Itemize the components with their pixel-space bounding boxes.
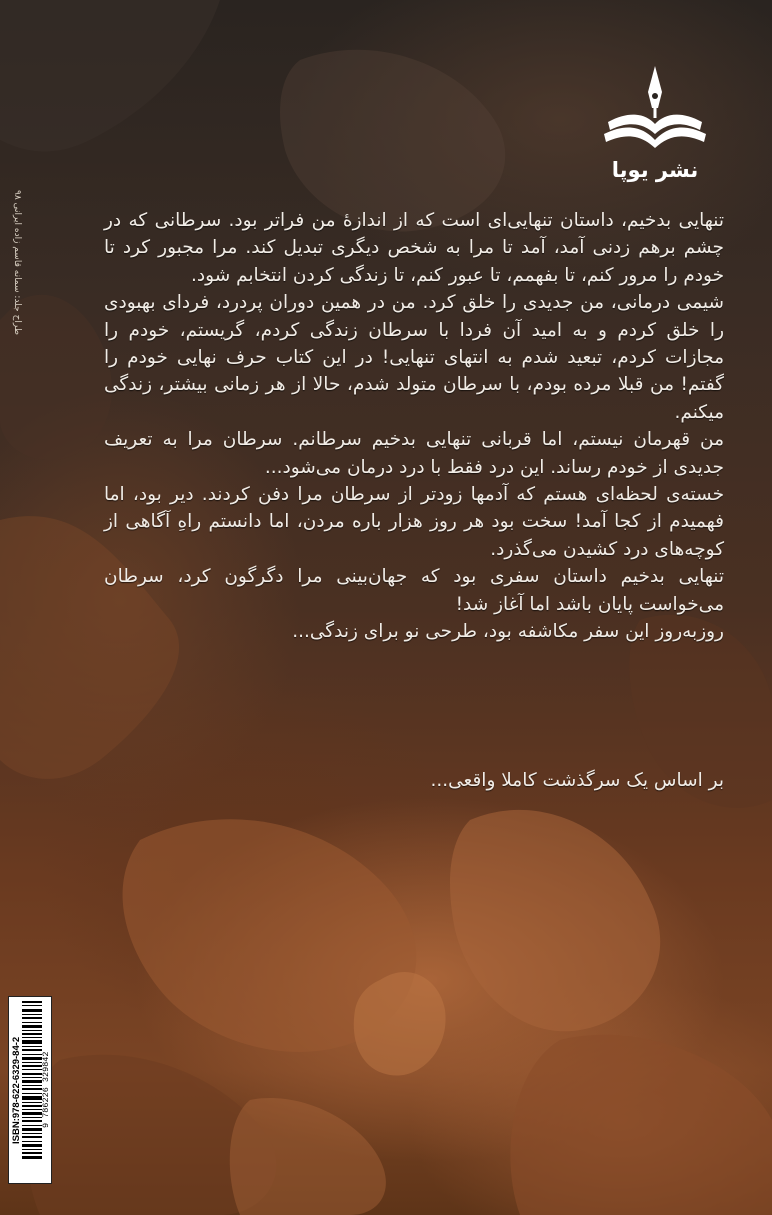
description-paragraph: تنهایی بدخیم، داستان تنهایی‌ای است که از اندازهٔ من فراتر بود. سرطانی که در چشم برهم زدنی آمد، آمد تا مرا به شخص دیگری تبدیل کند. مرا مجبور کرد تا خودم را مرور کنم، تا بفهمم، تا عبور کنم، تا زندگی کردن انتخابم شود. <box>104 210 724 286</box>
isbn-number: ISBN:978-622-6329-84-2 <box>11 1036 22 1144</box>
publisher-name: نشر یوپا <box>611 158 699 182</box>
isbn-barcode <box>8 996 52 1184</box>
description-paragraph: خسته‌ی لحظه‌ای هستم که آدمها زودتر از سرطان مرا دفن کردند. دیر بود، اما فهمیدم از کجا آمد! سخت بود هر روز هزار باره مردن، اما دانستم راهِ آگاهی از کوچه‌های درد کشیدن می‌گذرد. <box>104 484 724 560</box>
book-fountain-pen-icon <box>600 62 710 162</box>
description-paragraph: من قهرمان نیستم، اما قربانی تنهایی بدخیم سرطانم. سرطان مرا به تعریف جدیدی از خودم رساند. این درد فقط با درد درمان می‌شود... <box>104 429 724 478</box>
barcode-digits: 9 786226 329842 <box>41 1051 51 1129</box>
description-paragraph: تنهایی بدخیم داستان سفری بود که جهان‌بینی مرا دگرگون کرد، سرطان می‌خواست پایان باشد اما آغاز شد! <box>104 566 724 615</box>
description-paragraph: روزبه‌روز این سفر مکاشفه بود، طرحی نو برای زندگی... <box>292 621 724 643</box>
description-paragraph: شیمی درمانی، من جدیدی را خلق کرد. من در همین دوران پردرد، فردای بهبودی را خلق کردم و به امید آن فردا با سرطان زندگی کردم، گریستم، خودم را مجازات کردم، تبعید شدم به انتهای تنهایی! در این کتاب حرف نهایی خودم را گفتم! من قبلا مرده بودم، با سرطان متولد شدم، حالا از هر زمانی بیشتر، زندگی میکنم. <box>104 292 724 423</box>
cover-designer-credit: طراح جلد: سمانه قاسم زاده ایرانی ۹۸ <box>12 190 22 336</box>
tagline: بر اساس یک سرگذشت کاملا واقعی... <box>430 770 724 791</box>
publisher-logo <box>600 62 710 192</box>
book-description <box>104 207 724 646</box>
barcode-bars-icon <box>22 1001 42 1159</box>
